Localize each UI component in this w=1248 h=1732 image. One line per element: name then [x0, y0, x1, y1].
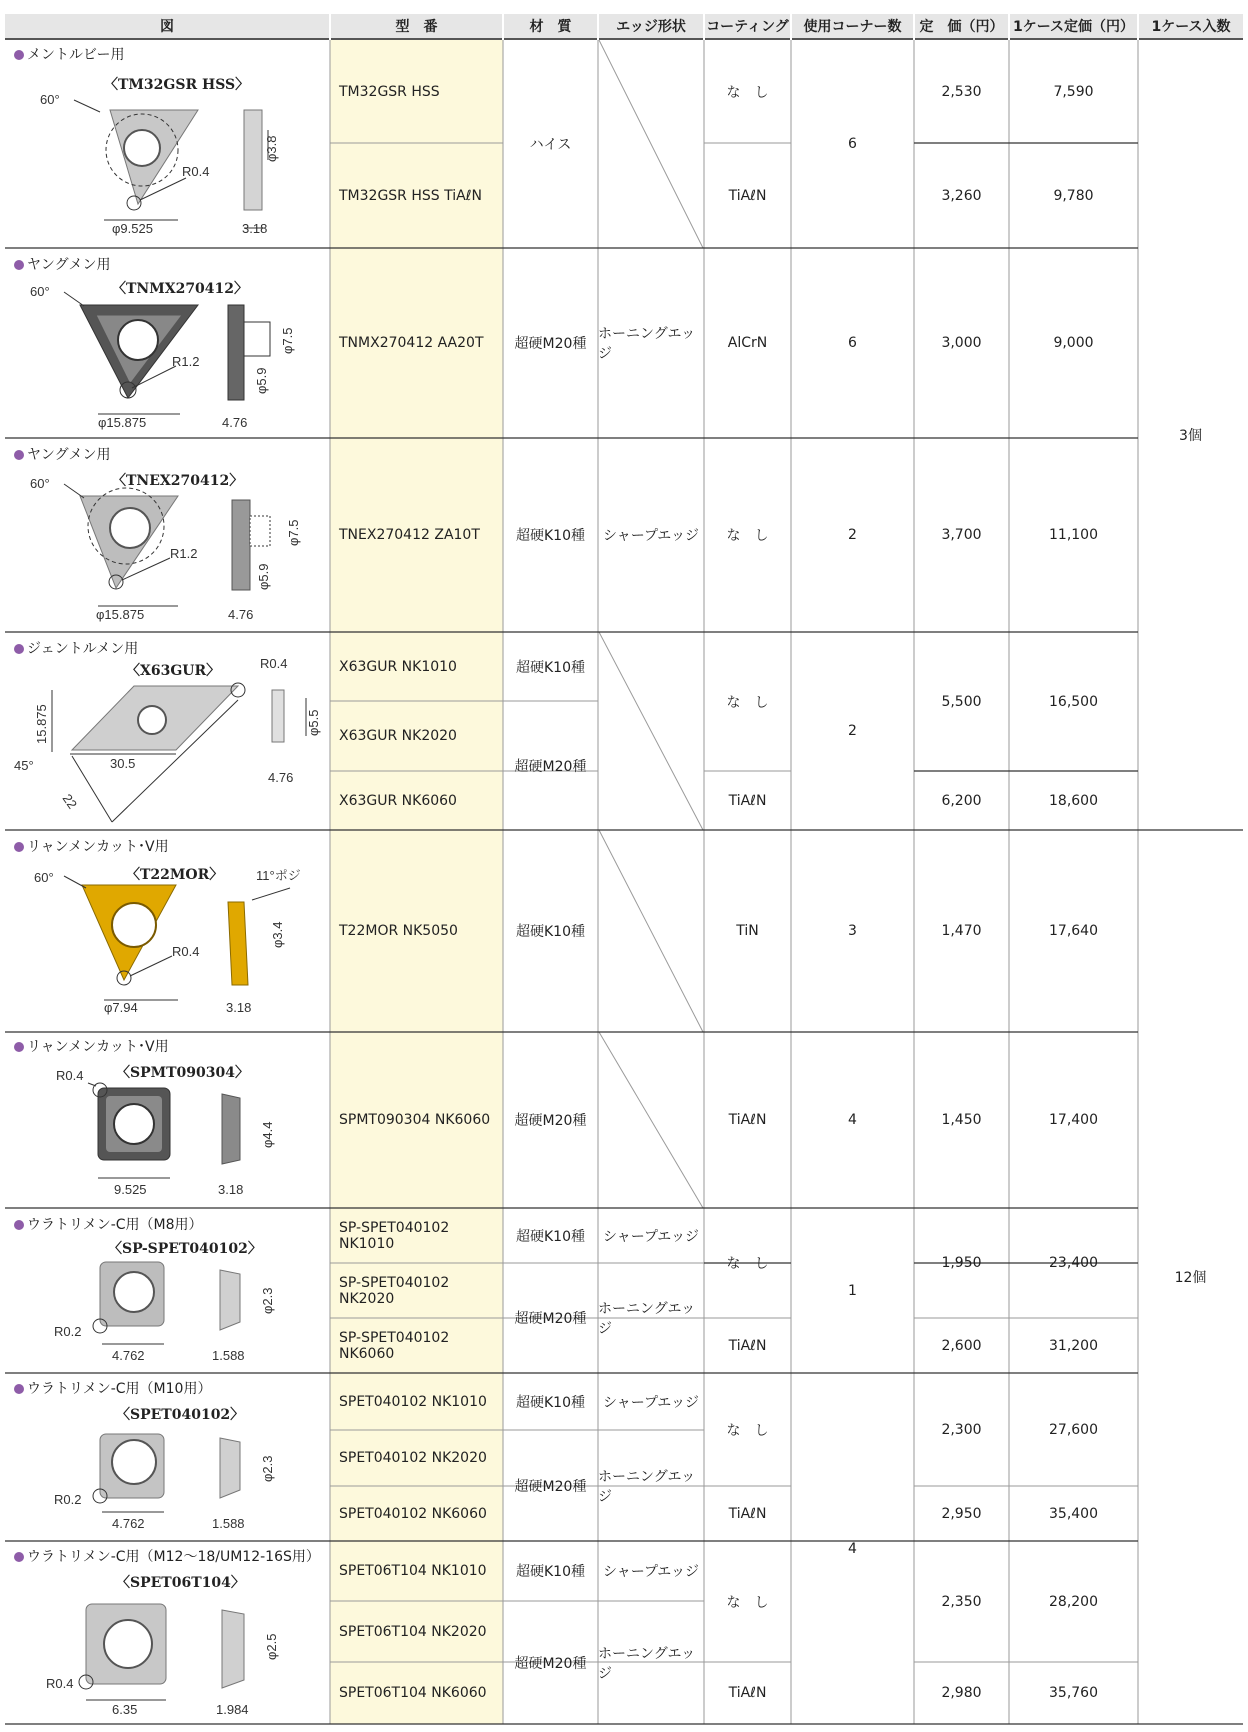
corners-cell: 6 — [848, 136, 857, 152]
material-cell: 超硬M20種 — [514, 1113, 587, 1129]
price-cell: 2,980 — [941, 1685, 982, 1701]
section-label: メントルビー用 — [14, 44, 124, 64]
case-price-cell: 28,200 — [1049, 1593, 1098, 1610]
type-cell: SP-SPET040102 NK1010 — [339, 1219, 450, 1252]
material-cell: 超硬K10種 — [516, 924, 585, 940]
bullet-icon — [14, 450, 24, 460]
bullet-icon — [14, 842, 24, 852]
edge-cell: シャープエッジ — [602, 1228, 700, 1245]
price-cell: 2,950 — [941, 1505, 982, 1522]
part-title: 〈SPET06T104〉 — [116, 1575, 245, 1591]
dim-text: 30.5 — [110, 756, 136, 771]
case-price-cell: 18,600 — [1049, 792, 1098, 809]
header-edge: エッジ形状 — [599, 14, 703, 40]
dim-text: 1.588 — [212, 1348, 245, 1363]
type-cell: TNMX270412 AA20T — [339, 335, 484, 351]
material-cell: 超硬K10種 — [516, 659, 585, 676]
case-price-cell: 27,600 — [1049, 1421, 1098, 1438]
dim-text: φ4.4 — [260, 1121, 275, 1148]
corners-cell: 1 — [848, 1282, 857, 1299]
type-cell: TM32GSR HSS — [339, 83, 440, 100]
dim-text: 3.18 — [226, 1000, 252, 1015]
dim-text: R0.4 — [172, 944, 200, 959]
dim-text: R0.2 — [54, 1324, 82, 1339]
dim-text: φ7.5 — [286, 519, 301, 546]
dim-text: 3.18 — [242, 221, 268, 236]
coating-cell: な し — [726, 528, 769, 544]
corners-cell: 2 — [848, 527, 857, 543]
material-cell: 超硬M20種 — [514, 336, 587, 352]
corners-cell: 3 — [848, 923, 857, 939]
dim-text: 4.762 — [112, 1516, 145, 1531]
type-cell: T22MOR NK5050 — [339, 923, 458, 939]
type-cell: SPET06T104 NK1010 — [339, 1563, 487, 1579]
case-price-cell: 35,400 — [1049, 1505, 1098, 1522]
figure-x63gur — [52, 683, 306, 822]
price-cell: 1,470 — [941, 923, 982, 939]
coating-cell: な し — [726, 694, 769, 711]
edge-cell: ホーニングエッジ — [598, 326, 696, 362]
type-cell: SPET06T104 NK6060 — [339, 1685, 487, 1701]
edge-cell: ホーニングエッジ — [598, 1645, 696, 1682]
figure-tm32gsr — [74, 100, 268, 228]
price-cell: 3,700 — [941, 527, 982, 543]
edge-cell: ホーニングエッジ — [598, 1301, 696, 1337]
part-title: 〈SPET040102〉 — [116, 1407, 245, 1423]
dim-text: φ2.5 — [264, 1633, 279, 1660]
dim-text: 60° — [40, 92, 60, 107]
header-case-price: 1ケース定価（円） — [1010, 14, 1137, 40]
bullet-icon — [14, 644, 24, 654]
price-cell: 3,260 — [941, 187, 982, 204]
part-title: 〈TNMX270412〉 — [112, 281, 249, 297]
header-type: 型 番 — [331, 14, 502, 40]
header-case-qty: 1ケース入数 — [1139, 14, 1243, 40]
dim-text: 6.35 — [112, 1702, 138, 1717]
type-cell: SPET040102 NK2020 — [339, 1450, 487, 1466]
price-cell: 2,530 — [941, 83, 982, 100]
case-qty-cell: 12個 — [1174, 1270, 1207, 1286]
bullet-icon — [14, 1552, 24, 1562]
type-cell: SP-SPET040102 NK6060 — [339, 1329, 450, 1362]
header-corners: 使用コーナー数 — [792, 14, 913, 40]
case-price-cell: 9,000 — [1053, 335, 1094, 351]
material-cell: 超硬K10種 — [516, 1228, 585, 1245]
dim-text: R0.4 — [46, 1676, 74, 1691]
bullet-icon — [14, 260, 24, 270]
dim-text: 3.18 — [218, 1182, 244, 1197]
dim-text: R0.4 — [56, 1068, 84, 1083]
dim-text: 15.875 — [34, 704, 49, 744]
dim-text: 4.762 — [112, 1348, 145, 1363]
dim-text: 4.76 — [228, 607, 254, 622]
price-cell: 2,300 — [941, 1421, 982, 1438]
dim-text: φ5.9 — [254, 367, 269, 394]
type-cell: SPMT090304 NK6060 — [339, 1112, 491, 1128]
type-cell: X63GUR NK2020 — [339, 728, 457, 744]
dim-text: 60° — [34, 870, 54, 885]
coating-cell: TiAℓN — [728, 792, 767, 809]
dim-text: φ15.875 — [96, 607, 145, 622]
dim-text: R0.4 — [260, 656, 288, 671]
dim-text: R1.2 — [170, 546, 198, 561]
dim-text: φ7.94 — [104, 1000, 138, 1015]
figure-spet040102 — [93, 1434, 240, 1512]
dim-text: 60° — [30, 284, 50, 299]
dim-text: 4.76 — [268, 770, 294, 785]
material-cell: 超硬K10種 — [516, 528, 585, 544]
section-label: ジェントルメン用 — [14, 638, 138, 658]
coating-cell: TiAℓN — [728, 1685, 767, 1701]
dim-text: φ7.5 — [280, 327, 295, 354]
dim-text: φ2.3 — [260, 1287, 275, 1314]
price-cell: 6,200 — [941, 792, 982, 809]
dim-text: φ5.5 — [306, 709, 321, 736]
bullet-icon — [14, 1220, 24, 1230]
material-cell: 超硬M20種 — [514, 1311, 587, 1327]
edge-cell: シャープエッジ — [602, 1394, 700, 1411]
dim-text: 1.588 — [212, 1516, 245, 1531]
section-label: ウラトリメン-C用（M8用） — [14, 1214, 203, 1234]
case-price-cell: 23,400 — [1049, 1255, 1098, 1271]
header-coating: コーティング — [705, 14, 790, 40]
coating-cell: な し — [726, 1256, 769, 1272]
section-label: ヤングメン用 — [14, 254, 110, 274]
price-cell: 1,950 — [941, 1255, 982, 1271]
section-label: ヤングメン用 — [14, 444, 110, 464]
price-cell: 5,500 — [941, 693, 982, 710]
figure-tnex — [64, 484, 270, 606]
part-title: 〈SPMT090304〉 — [116, 1065, 249, 1081]
edge-cell: シャープエッジ — [602, 528, 700, 544]
coating-cell: TiN — [736, 923, 759, 939]
case-qty-cell: 3個 — [1179, 428, 1202, 444]
coating-cell: TiAℓN — [728, 1505, 767, 1522]
coating-cell: TiAℓN — [728, 187, 767, 204]
section-label: ウラトリメン-C用（M12～18/UM12-16S用） — [14, 1546, 320, 1566]
dim-text: 1.984 — [216, 1702, 249, 1717]
section-label: リャンメンカット･V用 — [14, 1036, 169, 1056]
figure-tnmx — [64, 292, 270, 414]
coating-cell: な し — [726, 1594, 769, 1611]
dim-text: φ3.8 — [264, 135, 279, 162]
dim-text: 9.525 — [114, 1182, 147, 1197]
dim-text: 45° — [14, 758, 34, 773]
coating-cell: な し — [726, 84, 769, 101]
material-cell: 超硬M20種 — [514, 758, 587, 775]
part-title: 〈TM32GSR HSS〉 — [104, 77, 250, 93]
bullet-icon — [14, 1384, 24, 1394]
material-cell: ハイス — [529, 137, 572, 153]
material-cell: 超硬K10種 — [516, 1564, 585, 1580]
case-price-cell: 16,500 — [1049, 693, 1098, 710]
price-cell: 2,600 — [941, 1337, 982, 1354]
dim-text: φ2.3 — [260, 1455, 275, 1482]
case-price-cell: 17,640 — [1049, 923, 1098, 939]
type-cell: X63GUR NK6060 — [339, 792, 457, 809]
case-price-cell: 11,100 — [1049, 527, 1098, 543]
part-title: 〈X63GUR〉 — [126, 663, 221, 679]
corners-cell: 6 — [848, 335, 857, 351]
case-price-cell: 35,760 — [1049, 1685, 1098, 1701]
dim-text: φ15.875 — [98, 415, 147, 430]
dim-text: 4.76 — [222, 415, 248, 430]
edge-cell: ホーニングエッジ — [598, 1468, 696, 1505]
type-cell: X63GUR NK1010 — [339, 658, 457, 675]
case-price-cell: 9,780 — [1053, 187, 1094, 204]
coating-cell: TiAℓN — [728, 1337, 767, 1354]
figure-t22mor — [64, 876, 290, 1000]
type-cell: TM32GSR HSS TiAℓN — [339, 187, 482, 204]
material-cell: 超硬M20種 — [514, 1478, 587, 1495]
price-cell: 2,350 — [941, 1593, 982, 1610]
type-cell: SPET040102 NK6060 — [339, 1505, 487, 1522]
section-label: ウラトリメン-C用（M10用） — [14, 1378, 211, 1398]
type-cell: TNEX270412 ZA10T — [339, 527, 480, 543]
corners-cell: 2 — [848, 723, 857, 739]
type-cell: SP-SPET040102 NK2020 — [339, 1274, 450, 1307]
material-cell: 超硬K10種 — [516, 1394, 585, 1411]
dim-text: R0.4 — [182, 164, 210, 179]
bullet-icon — [14, 50, 24, 60]
section-label: リャンメンカット･V用 — [14, 836, 169, 856]
edge-cell: シャープエッジ — [602, 1564, 700, 1580]
part-title: 〈T22MOR〉 — [126, 867, 224, 883]
dim-text: R1.2 — [172, 354, 200, 369]
dim-text: 22 — [59, 791, 81, 812]
part-title: 〈TNEX270412〉 — [112, 473, 244, 489]
dim-text: R0.2 — [54, 1492, 82, 1507]
part-title: 〈SP-SPET040102〉 — [108, 1241, 262, 1257]
type-cell: SPET06T104 NK2020 — [339, 1623, 487, 1640]
header-price: 定 価（円） — [915, 14, 1008, 40]
dim-text: φ3.4 — [270, 921, 285, 948]
material-cell: 超硬M20種 — [514, 1655, 587, 1672]
price-cell: 1,450 — [941, 1112, 982, 1128]
figure-sp-spet040102 — [93, 1262, 240, 1344]
price-cell: 3,000 — [941, 335, 982, 351]
coating-cell: AlCrN — [727, 335, 768, 351]
figure-spet06t104 — [79, 1604, 244, 1700]
coating-cell: な し — [726, 1422, 769, 1439]
figure-spmt — [88, 1083, 240, 1178]
case-price-cell: 17,400 — [1049, 1112, 1098, 1128]
corners-cell: 4 — [848, 1540, 857, 1557]
case-price-cell: 31,200 — [1049, 1337, 1098, 1354]
dim-text: φ9.525 — [112, 221, 153, 236]
corners-cell: 4 — [848, 1112, 857, 1128]
header-material: 材 質 — [504, 14, 597, 40]
dim-text: 60° — [30, 476, 50, 491]
header-figure: 図 — [5, 14, 329, 40]
case-price-cell: 7,590 — [1053, 83, 1094, 100]
bullet-icon — [14, 1042, 24, 1052]
dim-text: 11°ポジ — [256, 868, 301, 883]
dim-text: φ5.9 — [256, 563, 271, 590]
type-cell: SPET040102 NK1010 — [339, 1393, 487, 1410]
coating-cell: TiAℓN — [728, 1112, 767, 1128]
